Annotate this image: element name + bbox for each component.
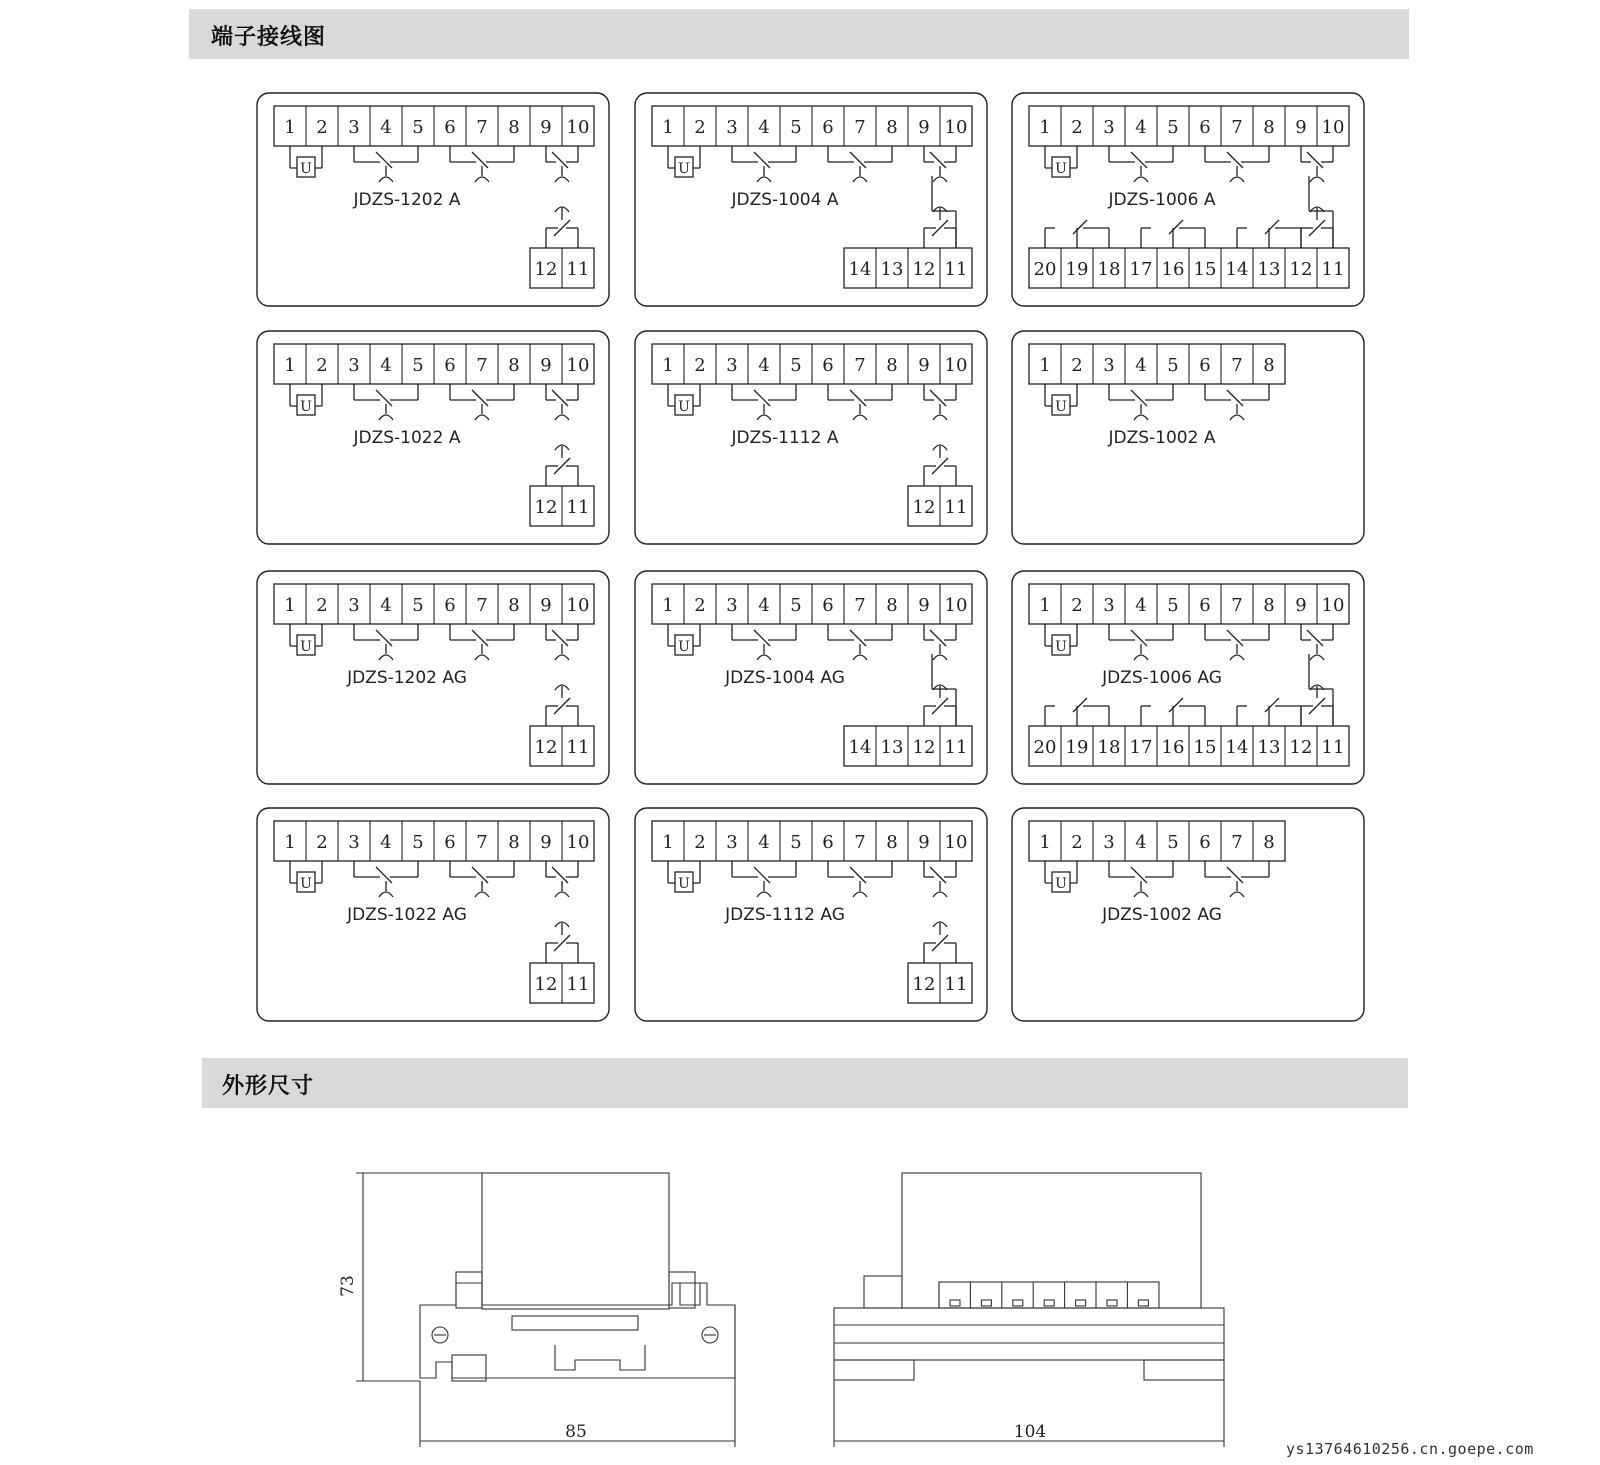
terminal-label: 2 bbox=[1071, 355, 1083, 376]
coil-symbol: U bbox=[1055, 639, 1067, 655]
terminal-label: 18 bbox=[1097, 737, 1121, 758]
model-label: JDZS-1022 AG bbox=[347, 905, 467, 925]
side-foot-right bbox=[1144, 1360, 1224, 1380]
terminal-label: 10 bbox=[1321, 117, 1345, 138]
terminal-label: 5 bbox=[790, 355, 802, 376]
coil-symbol: U bbox=[1055, 161, 1067, 177]
contact-blade bbox=[1227, 867, 1243, 883]
terminal-label: 8 bbox=[508, 595, 520, 616]
terminal-label: 10 bbox=[944, 595, 968, 616]
contact-arc bbox=[475, 415, 489, 420]
terminal-label: 8 bbox=[886, 117, 898, 138]
side-base bbox=[834, 1308, 1224, 1360]
contact-blade bbox=[930, 867, 946, 883]
terminal-label: 16 bbox=[1161, 737, 1185, 758]
front-foot bbox=[452, 1355, 486, 1381]
terminal-label: 18 bbox=[1097, 259, 1121, 280]
contact-blade bbox=[1073, 220, 1087, 234]
terminal-label: 10 bbox=[566, 832, 590, 853]
terminal-label: 11 bbox=[566, 259, 590, 280]
contact-arc bbox=[555, 415, 569, 420]
terminal-label: 7 bbox=[854, 832, 866, 853]
watermark: ys13764610256.cn.goepe.com bbox=[1286, 1440, 1534, 1458]
terminal-label: 6 bbox=[444, 355, 456, 376]
wiring-module bbox=[1012, 808, 1364, 1021]
front-window bbox=[512, 1316, 638, 1330]
coil-symbol: U bbox=[300, 399, 312, 415]
terminal-label: 2 bbox=[316, 117, 328, 138]
model-label: JDZS-1202 AG bbox=[347, 668, 467, 688]
terminal-label: 14 bbox=[1225, 737, 1249, 758]
terminal-label: 12 bbox=[534, 497, 558, 518]
terminal-label: 17 bbox=[1129, 737, 1153, 758]
coil-symbol: U bbox=[300, 876, 312, 892]
contact-blade bbox=[552, 867, 568, 883]
contact-blade bbox=[552, 390, 568, 406]
terminal-label: 8 bbox=[508, 355, 520, 376]
contact-blade bbox=[472, 390, 488, 406]
terminal-label: 4 bbox=[1135, 832, 1147, 853]
terminal-label: 6 bbox=[444, 117, 456, 138]
terminal-label: 6 bbox=[822, 355, 834, 376]
model-label: JDZS-1002 AG bbox=[1102, 905, 1222, 925]
terminal-label: 2 bbox=[316, 355, 328, 376]
contact-blade bbox=[472, 152, 488, 168]
terminal-label: 7 bbox=[854, 355, 866, 376]
terminal-label: 10 bbox=[1321, 595, 1345, 616]
terminal-label: 3 bbox=[348, 832, 360, 853]
terminal-label: 13 bbox=[880, 259, 904, 280]
terminal-label: 5 bbox=[412, 832, 424, 853]
contact-blade bbox=[1265, 698, 1279, 712]
terminal-label: 8 bbox=[886, 832, 898, 853]
contact-blade bbox=[754, 867, 770, 883]
contact-blade bbox=[1265, 220, 1279, 234]
terminal-label: 9 bbox=[918, 117, 930, 138]
contact-arc bbox=[379, 415, 393, 420]
terminal-label: 6 bbox=[1199, 355, 1211, 376]
terminal-label: 5 bbox=[790, 117, 802, 138]
front-screw-left bbox=[432, 1327, 448, 1343]
dimensions-section-title: 外形尺寸 bbox=[222, 1074, 315, 1099]
contact-arc bbox=[1230, 892, 1244, 897]
contact-arc bbox=[555, 655, 569, 660]
contact-blade bbox=[754, 390, 770, 406]
model-label: JDZS-1006 A bbox=[1108, 190, 1216, 210]
front-rail-clip bbox=[555, 1345, 645, 1370]
wiring-module bbox=[635, 808, 987, 1021]
side-terminal-screw bbox=[1138, 1300, 1148, 1306]
contact-arc bbox=[379, 892, 393, 897]
terminal-label: 7 bbox=[476, 832, 488, 853]
contact-blade bbox=[850, 390, 866, 406]
terminal-label: 12 bbox=[534, 974, 558, 995]
terminal-label: 7 bbox=[476, 355, 488, 376]
terminal-label: 14 bbox=[848, 737, 872, 758]
side-view bbox=[834, 1173, 1224, 1447]
contact-arc bbox=[853, 177, 867, 182]
contact-arc bbox=[379, 655, 393, 660]
model-label: JDZS-1004 A bbox=[731, 190, 839, 210]
model-label: JDZS-1202 A bbox=[353, 190, 461, 210]
terminal-label: 11 bbox=[1321, 737, 1345, 758]
terminal-label: 16 bbox=[1161, 259, 1185, 280]
terminal-label: 6 bbox=[1199, 832, 1211, 853]
terminal-label: 13 bbox=[1257, 259, 1281, 280]
contact-blade bbox=[1227, 630, 1243, 646]
terminal-label: 9 bbox=[918, 355, 930, 376]
side-housing bbox=[902, 1173, 1201, 1308]
terminal-label: 4 bbox=[380, 595, 392, 616]
dim-height-label: 73 bbox=[338, 1275, 358, 1297]
contact-arc bbox=[1230, 177, 1244, 182]
terminal-label: 19 bbox=[1065, 737, 1089, 758]
terminal-label: 5 bbox=[412, 355, 424, 376]
wiring-module bbox=[257, 571, 609, 784]
wiring-module bbox=[257, 808, 609, 1021]
terminal-label: 9 bbox=[918, 832, 930, 853]
contact-arc bbox=[1230, 415, 1244, 420]
terminal-label: 5 bbox=[790, 595, 802, 616]
terminal-label: 2 bbox=[316, 832, 328, 853]
terminal-label: 6 bbox=[822, 832, 834, 853]
contact-arc bbox=[933, 415, 947, 420]
model-label: JDZS-1006 AG bbox=[1102, 668, 1222, 688]
terminal-label: 10 bbox=[944, 832, 968, 853]
terminal-label: 3 bbox=[1103, 117, 1115, 138]
contact-arc bbox=[1310, 177, 1324, 182]
terminal-label: 6 bbox=[444, 832, 456, 853]
terminal-label: 14 bbox=[1225, 259, 1249, 280]
terminal-label: 12 bbox=[534, 737, 558, 758]
terminal-label: 2 bbox=[1071, 832, 1083, 853]
terminal-label: 7 bbox=[476, 117, 488, 138]
terminal-label: 15 bbox=[1193, 259, 1217, 280]
wiring-module bbox=[635, 571, 987, 784]
contact-blade bbox=[472, 630, 488, 646]
terminal-label: 13 bbox=[1257, 737, 1281, 758]
front-housing bbox=[482, 1173, 669, 1309]
terminal-label: 5 bbox=[1167, 595, 1179, 616]
terminal-label: 3 bbox=[1103, 595, 1115, 616]
terminal-label: 8 bbox=[1263, 117, 1275, 138]
terminal-label: 2 bbox=[316, 595, 328, 616]
terminal-label: 1 bbox=[662, 832, 674, 853]
terminal-label: 12 bbox=[912, 974, 936, 995]
contact-blade bbox=[930, 630, 946, 646]
wiring-section-title: 端子接线图 bbox=[211, 25, 327, 50]
terminal-label: 20 bbox=[1033, 259, 1057, 280]
terminal-label: 2 bbox=[694, 832, 706, 853]
terminal-label: 6 bbox=[822, 117, 834, 138]
terminal-label: 12 bbox=[534, 259, 558, 280]
terminal-label: 3 bbox=[726, 595, 738, 616]
terminal-label: 10 bbox=[944, 355, 968, 376]
contact-blade bbox=[1169, 698, 1183, 712]
terminal-label: 2 bbox=[1071, 117, 1083, 138]
terminal-label: 1 bbox=[284, 117, 296, 138]
contact-blade bbox=[376, 152, 392, 168]
contact-arc bbox=[1134, 655, 1148, 660]
model-label: JDZS-1022 A bbox=[353, 428, 461, 448]
terminal-label: 3 bbox=[348, 117, 360, 138]
terminal-label: 9 bbox=[540, 595, 552, 616]
terminal-label: 4 bbox=[380, 355, 392, 376]
terminal-label: 11 bbox=[944, 497, 968, 518]
side-terminal-screw bbox=[1107, 1300, 1117, 1306]
wiring-module bbox=[635, 93, 987, 306]
coil-symbol: U bbox=[678, 876, 690, 892]
side-terminal-screw bbox=[981, 1300, 991, 1306]
contact-arc bbox=[555, 892, 569, 897]
side-terminal-block bbox=[939, 1282, 1159, 1308]
terminal-label: 2 bbox=[694, 595, 706, 616]
contact-blade bbox=[1131, 630, 1147, 646]
coil-symbol: U bbox=[678, 639, 690, 655]
contact-blade bbox=[472, 867, 488, 883]
terminal-label: 6 bbox=[822, 595, 834, 616]
terminal-label: 7 bbox=[854, 117, 866, 138]
terminal-label: 1 bbox=[662, 117, 674, 138]
terminal-label: 12 bbox=[1289, 259, 1313, 280]
contact-blade bbox=[376, 390, 392, 406]
terminal-label: 11 bbox=[944, 259, 968, 280]
contact-blade bbox=[850, 152, 866, 168]
terminal-label: 5 bbox=[1167, 117, 1179, 138]
terminal-label: 5 bbox=[1167, 832, 1179, 853]
contact-arc bbox=[379, 177, 393, 182]
coil-symbol: U bbox=[300, 639, 312, 655]
front-view bbox=[338, 1173, 735, 1447]
terminal-label: 8 bbox=[508, 832, 520, 853]
terminal-label: 2 bbox=[1071, 595, 1083, 616]
terminal-label: 1 bbox=[284, 832, 296, 853]
terminal-label: 8 bbox=[1263, 595, 1275, 616]
front-base bbox=[420, 1283, 735, 1378]
contact-blade bbox=[1227, 390, 1243, 406]
contact-blade bbox=[1131, 152, 1147, 168]
model-label: JDZS-1112 A bbox=[731, 428, 839, 448]
terminal-label: 4 bbox=[1135, 595, 1147, 616]
contact-arc bbox=[933, 177, 947, 182]
terminal-label: 6 bbox=[1199, 117, 1211, 138]
terminal-label: 4 bbox=[1135, 117, 1147, 138]
terminal-label: 7 bbox=[1231, 595, 1243, 616]
contact-arc bbox=[933, 892, 947, 897]
terminal-label: 9 bbox=[1295, 595, 1307, 616]
terminal-label: 3 bbox=[348, 595, 360, 616]
contact-blade bbox=[1307, 630, 1323, 646]
contact-blade bbox=[1307, 152, 1323, 168]
terminal-label: 13 bbox=[880, 737, 904, 758]
contact-arc bbox=[853, 892, 867, 897]
side-terminal-screw bbox=[1076, 1300, 1086, 1306]
terminal-label: 12 bbox=[1289, 737, 1313, 758]
terminal-label: 6 bbox=[1199, 595, 1211, 616]
contact-arc bbox=[757, 177, 771, 182]
terminal-label: 7 bbox=[1231, 117, 1243, 138]
coil-symbol: U bbox=[678, 161, 690, 177]
contact-blade bbox=[850, 867, 866, 883]
terminal-label: 9 bbox=[1295, 117, 1307, 138]
dim-width-side-label: 104 bbox=[1013, 1422, 1047, 1442]
dimensions-section-header bbox=[202, 1058, 1408, 1108]
contact-arc bbox=[555, 177, 569, 182]
terminal-label: 15 bbox=[1193, 737, 1217, 758]
front-screw-right bbox=[702, 1327, 718, 1343]
terminal-label: 11 bbox=[1321, 259, 1345, 280]
terminal-label: 1 bbox=[1039, 117, 1051, 138]
terminal-label: 4 bbox=[758, 832, 770, 853]
terminal-label: 10 bbox=[566, 117, 590, 138]
terminal-label: 3 bbox=[726, 832, 738, 853]
contact-arc bbox=[475, 892, 489, 897]
terminal-label: 4 bbox=[758, 355, 770, 376]
terminal-label: 1 bbox=[1039, 355, 1051, 376]
contact-arc bbox=[1230, 655, 1244, 660]
terminal-label: 20 bbox=[1033, 737, 1057, 758]
terminal-label: 1 bbox=[284, 355, 296, 376]
terminal-label: 5 bbox=[412, 595, 424, 616]
terminal-label: 2 bbox=[694, 355, 706, 376]
terminal-label: 8 bbox=[886, 355, 898, 376]
contact-blade bbox=[552, 630, 568, 646]
coil-symbol: U bbox=[1055, 876, 1067, 892]
terminal-label: 4 bbox=[380, 117, 392, 138]
contact-arc bbox=[853, 415, 867, 420]
contact-arc bbox=[757, 892, 771, 897]
terminal-label: 1 bbox=[662, 595, 674, 616]
dim-width-front-label: 85 bbox=[565, 1422, 587, 1442]
terminal-label: 14 bbox=[848, 259, 872, 280]
wiring-module bbox=[1012, 331, 1364, 544]
model-label: JDZS-1004 AG bbox=[725, 668, 845, 688]
contact-arc bbox=[853, 655, 867, 660]
terminal-label: 3 bbox=[1103, 832, 1115, 853]
terminal-label: 7 bbox=[1231, 355, 1243, 376]
terminal-label: 6 bbox=[444, 595, 456, 616]
terminal-label: 3 bbox=[726, 355, 738, 376]
contact-arc bbox=[933, 655, 947, 660]
contact-arc bbox=[1134, 892, 1148, 897]
terminal-label: 11 bbox=[566, 497, 590, 518]
wiring-module bbox=[257, 331, 609, 544]
contact-arc bbox=[1134, 177, 1148, 182]
terminal-label: 17 bbox=[1129, 259, 1153, 280]
terminal-label: 1 bbox=[662, 355, 674, 376]
terminal-label: 3 bbox=[1103, 355, 1115, 376]
side-terminal-screw bbox=[950, 1300, 960, 1306]
model-label: JDZS-1002 A bbox=[1108, 428, 1216, 448]
terminal-label: 11 bbox=[566, 974, 590, 995]
terminal-label: 8 bbox=[1263, 355, 1275, 376]
model-label: JDZS-1112 AG bbox=[725, 905, 845, 925]
terminal-label: 7 bbox=[854, 595, 866, 616]
contact-blade bbox=[754, 152, 770, 168]
terminal-label: 3 bbox=[348, 355, 360, 376]
terminal-label: 10 bbox=[566, 595, 590, 616]
terminal-label: 1 bbox=[1039, 832, 1051, 853]
terminal-label: 5 bbox=[790, 832, 802, 853]
terminal-label: 1 bbox=[1039, 595, 1051, 616]
side-block bbox=[864, 1276, 902, 1308]
terminal-label: 9 bbox=[540, 832, 552, 853]
terminal-label: 5 bbox=[412, 117, 424, 138]
terminal-label: 12 bbox=[912, 497, 936, 518]
terminal-label: 10 bbox=[944, 117, 968, 138]
contact-blade bbox=[376, 630, 392, 646]
front-clip-right bbox=[669, 1272, 695, 1308]
terminal-label: 7 bbox=[476, 595, 488, 616]
wiring-module bbox=[635, 331, 987, 544]
terminal-label: 11 bbox=[944, 737, 968, 758]
contact-blade bbox=[552, 152, 568, 168]
terminal-label: 11 bbox=[566, 737, 590, 758]
contact-blade bbox=[1131, 867, 1147, 883]
terminal-label: 10 bbox=[566, 355, 590, 376]
terminal-label: 8 bbox=[508, 117, 520, 138]
contact-arc bbox=[1134, 415, 1148, 420]
front-clip-left bbox=[456, 1272, 482, 1308]
wiring-module bbox=[1012, 571, 1364, 784]
terminal-label: 8 bbox=[1263, 832, 1275, 853]
contact-arc bbox=[475, 177, 489, 182]
terminal-label: 4 bbox=[758, 595, 770, 616]
contact-blade bbox=[1073, 698, 1087, 712]
terminal-label: 11 bbox=[944, 974, 968, 995]
terminal-label: 7 bbox=[1231, 832, 1243, 853]
side-terminal-screw bbox=[1013, 1300, 1023, 1306]
coil-symbol: U bbox=[300, 161, 312, 177]
terminal-label: 9 bbox=[540, 355, 552, 376]
terminal-label: 12 bbox=[912, 737, 936, 758]
contact-blade bbox=[376, 867, 392, 883]
contact-arc bbox=[757, 415, 771, 420]
contact-blade bbox=[754, 630, 770, 646]
terminal-label: 4 bbox=[1135, 355, 1147, 376]
terminal-label: 4 bbox=[758, 117, 770, 138]
terminal-label: 9 bbox=[918, 595, 930, 616]
wiring-module bbox=[257, 93, 609, 306]
coil-symbol: U bbox=[678, 399, 690, 415]
terminal-label: 2 bbox=[694, 117, 706, 138]
coil-symbol: U bbox=[1055, 399, 1067, 415]
side-foot-left bbox=[834, 1360, 914, 1380]
side-terminal-screw bbox=[1044, 1300, 1054, 1306]
wiring-module bbox=[1012, 93, 1364, 306]
terminal-label: 9 bbox=[540, 117, 552, 138]
contact-arc bbox=[475, 655, 489, 660]
terminal-label: 8 bbox=[886, 595, 898, 616]
contact-blade bbox=[1227, 152, 1243, 168]
terminal-label: 12 bbox=[912, 259, 936, 280]
contact-blade bbox=[850, 630, 866, 646]
contact-arc bbox=[757, 655, 771, 660]
contact-blade bbox=[930, 152, 946, 168]
terminal-label: 5 bbox=[1167, 355, 1179, 376]
contact-blade bbox=[930, 390, 946, 406]
contact-arc bbox=[1310, 655, 1324, 660]
terminal-label: 3 bbox=[726, 117, 738, 138]
terminal-label: 1 bbox=[284, 595, 296, 616]
contact-blade bbox=[1131, 390, 1147, 406]
terminal-label: 19 bbox=[1065, 259, 1089, 280]
terminal-label: 4 bbox=[380, 832, 392, 853]
contact-blade bbox=[1169, 220, 1183, 234]
